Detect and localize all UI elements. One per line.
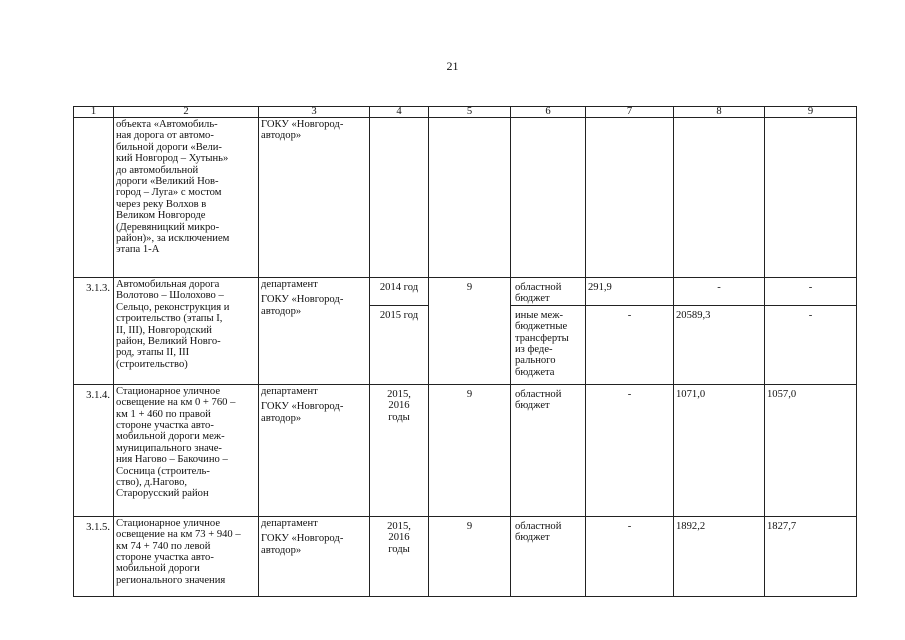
indicator-cell: 9 (429, 384, 511, 516)
table-row (74, 118, 857, 278)
source-cell: областной бюджет (511, 384, 586, 516)
source-cell: иные меж- бюджетные трансферты из феде- рального бюджета (511, 305, 586, 384)
value-cell (586, 118, 674, 278)
row-number-cell: 3.1.5. (74, 516, 114, 596)
measure-name-cell: объекта «Автомобиль- ная дорога от автомо- бильной дороги «Вели- кий Новгород – Хутынь» до автомобильной дороги «Великий Нов- город – Луга» с мостом через реку Волхов в Великом Новгороде (Деревяницкий микро- район)», за исключением этапа 1-А (114, 118, 259, 278)
column-number: 9 (765, 107, 857, 118)
value-cell (674, 118, 765, 278)
column-number: 3 (259, 107, 370, 118)
program-table (73, 106, 857, 597)
row-number-cell: 3.1.3. (74, 278, 114, 385)
year-cell (370, 118, 429, 278)
executor-cell: ГОКУ «Новгород- автодор» (259, 118, 370, 278)
value-cell (765, 118, 857, 278)
page-number: 21 (446, 59, 459, 73)
column-number: 4 (370, 107, 429, 118)
value-cell: - (586, 305, 674, 384)
column-number: 8 (674, 107, 765, 118)
value-cell: 1057,0 (765, 384, 857, 516)
value-cell: - (674, 278, 765, 306)
value-cell: 20589,3 (674, 305, 765, 384)
year-cell: 2014 год (370, 278, 429, 306)
value-cell: 291,9 (586, 278, 674, 306)
column-number: 6 (511, 107, 586, 118)
year-cell: 2015 год (370, 305, 429, 384)
indicator-cell: 9 (429, 278, 511, 385)
source-cell: областной бюджет (511, 516, 586, 596)
value-cell: - (765, 278, 857, 306)
year-cell: 2015, 2016 годы (370, 516, 429, 596)
value-cell: - (586, 516, 674, 596)
measure-name-cell: Стационарное уличное освещение на км 0 + 760 – км 1 + 460 по правой стороне участка авто- мобильной дороги меж- муниципального значе- ния Нагово – Бакочино – Сосница (строитель- ство), д.Нагово, Старорусский район (114, 384, 259, 516)
value-cell: 1071,0 (674, 384, 765, 516)
value-cell: 1892,2 (674, 516, 765, 596)
table-row (74, 516, 857, 596)
measure-name-cell: Автомобильная дорога Волотово – Шолохово – Сельцо, реконструкция и строительство (этапы I, II, III), Новгородский район, Великий Новго- род, этапы II, III (строительство) (114, 278, 259, 385)
indicator-cell (429, 118, 511, 278)
executor-cell: департамент ГОКУ «Новгород- автодор» (259, 384, 370, 516)
row-number-cell: 3.1.4. (74, 384, 114, 516)
indicator-cell: 9 (429, 516, 511, 596)
value-cell: - (586, 384, 674, 516)
measure-name-cell: Стационарное уличное освещение на км 73 + 940 – км 74 + 740 по левой стороне участка авто- мобильной дороги регионального значения (114, 516, 259, 596)
column-number: 5 (429, 107, 511, 118)
value-cell: 1827,7 (765, 516, 857, 596)
row-number-cell (74, 118, 114, 278)
source-cell (511, 118, 586, 278)
value-cell: - (765, 305, 857, 384)
column-number: 1 (74, 107, 114, 118)
column-number: 7 (586, 107, 674, 118)
source-cell: областной бюджет (511, 278, 586, 306)
table-row (74, 278, 857, 306)
column-number-row (74, 107, 857, 118)
year-cell: 2015, 2016 годы (370, 384, 429, 516)
executor-cell: департамент ГОКУ «Новгород- автодор» (259, 278, 370, 385)
column-number: 2 (114, 107, 259, 118)
executor-cell: департамент ГОКУ «Новгород- автодор» (259, 516, 370, 596)
table-row (74, 384, 857, 516)
